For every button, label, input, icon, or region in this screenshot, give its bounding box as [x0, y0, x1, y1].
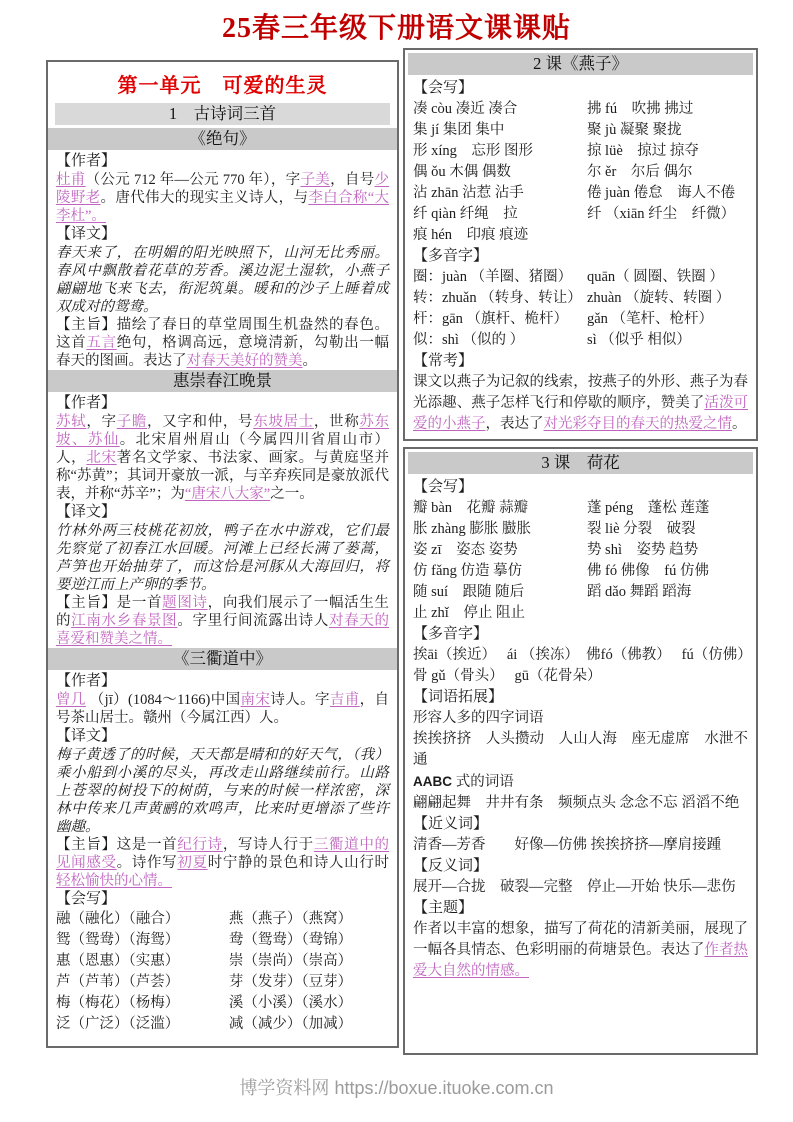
word-cell: 仿 fǎng 仿造 摹仿: [413, 563, 523, 579]
highlighted-text: 苏轼: [56, 414, 87, 430]
hehua-huixie-word-table: [405, 498, 756, 624]
jinyici-line: 清香—芳香 好像—仿佛 挨挨挤挤—摩肩接踵: [413, 837, 722, 853]
text-segment: （公元 712 年—公元 770 年），字: [85, 172, 301, 188]
word-cell: 蹈 dǎo 舞蹈 蹈海: [586, 584, 692, 600]
page-title: 25春三年级下册语文课课贴: [221, 13, 571, 44]
section-header-yanzi: 2 课《燕子》: [408, 53, 753, 75]
section-header-jueju: 《绝句》: [48, 128, 397, 150]
translation-label: 【译文】: [56, 504, 117, 520]
fanyici-label: 【反义词】: [413, 858, 489, 874]
sanqu-author-paragraph: [48, 691, 397, 727]
yanzi-huixie-word-table: [405, 99, 756, 246]
text-segment: 著名文学家、书法家、画家。与黄庭坚并称“苏黄”；其词开豪放一派，与辛弃疾同是豪放派代表，并称“苏辛”；为: [56, 450, 390, 502]
word-row: [405, 120, 756, 141]
text-segment: 诗人。字: [270, 692, 330, 708]
word-row: [405, 582, 756, 603]
word-cell: 梅（梅花）（杨梅）: [56, 995, 180, 1011]
sanqu-theme-paragraph: [48, 836, 397, 890]
jinyici-label: 【近义词】: [413, 816, 489, 832]
author-label: 【作者】: [56, 395, 117, 411]
word-cell: 形 xíng 忘形 图形: [413, 143, 534, 159]
word-cell: 芽（发芽）（豆芽）: [228, 974, 353, 990]
lesson3-hehua-box: [403, 447, 758, 1055]
text-segment: ，自号茶山居士。赣州（今属江西）人。: [56, 692, 390, 726]
word-row: [405, 603, 756, 624]
text-segment: ，表达了: [485, 416, 544, 432]
fanyici-line: 展开—合拢 破裂—完整 停止—开始 快乐—悲伤: [413, 879, 736, 895]
highlighted-text: 纪行诗: [177, 837, 223, 853]
text-segment: ，写诗人行于: [222, 837, 314, 853]
text-segment: 之一。: [270, 486, 314, 502]
word-cell: [587, 225, 748, 246]
jueju-theme-paragraph: [48, 316, 397, 370]
highlighted-text: 作者热爱大自然的情感。: [413, 942, 749, 979]
text-segment: 【主旨】是一首: [56, 595, 163, 611]
word-cell: 凑 còu 凑近 凑合: [413, 101, 518, 117]
word-row: [48, 930, 397, 951]
hehua-zhuti-paragraph: [405, 919, 756, 982]
text-segment: ，又字和仲，号: [147, 414, 254, 430]
word-cell: 燕（燕子）（燕窝）: [228, 911, 353, 927]
text-segment: 。诗作写: [116, 855, 178, 871]
highlighted-text: 吉甫: [329, 692, 360, 708]
huichong-author-paragraph: [48, 413, 397, 503]
text-segment: 式的词语: [455, 774, 514, 790]
word-row: [405, 561, 756, 582]
word-cell: 胀 zhàng 膨胀 臌胀: [413, 521, 531, 537]
word-cell: 鸳（鸳鸯）（海鸳）: [56, 932, 180, 948]
section-header-huichong: 惠崇春江晚景: [48, 370, 397, 392]
word-row: [405, 183, 756, 204]
highlighted-text: 少陵野老: [56, 172, 390, 206]
word-cell: 聚 jù 凝聚 聚拢: [586, 122, 682, 138]
word-cell: sì （似乎 相似）: [586, 332, 691, 348]
word-row: [405, 288, 756, 309]
hehua-duoyinzi-line-1: 挨āi（挨近） ái （挨冻） 佛fó（佛教） fú（仿佛）: [413, 647, 752, 663]
text-segment: ，世称: [313, 414, 360, 430]
text-segment: 。: [302, 353, 317, 369]
left-huixie-word-table: [48, 909, 397, 1035]
highlighted-text: 南宋: [240, 692, 271, 708]
highlighted-text: 江南水乡春景图: [71, 613, 178, 629]
tuozhan-words-1: 挨挨挤挤 人头攒动 人山人海 座无虚席 水泄不通: [413, 731, 748, 768]
word-cell: 似：shì （似的 ）: [413, 332, 525, 348]
word-cell: 集 jí 集团 集中: [413, 122, 505, 138]
word-cell: 溪（小溪）（溪水）: [228, 995, 353, 1011]
word-cell: 纤 qiàn 纤绳 拉: [413, 206, 518, 222]
text-segment: ，字: [86, 414, 117, 430]
word-row: [405, 267, 756, 288]
word-cell: 裂 liè 分裂 破裂: [586, 521, 696, 537]
text-segment: 。: [732, 416, 747, 432]
word-row: [405, 141, 756, 162]
highlighted-text: 对春天的喜爱和赞美之情。: [56, 613, 390, 647]
yanzi-changkao-paragraph: [405, 372, 756, 435]
highlighted-text: 对春天美好的赞美: [186, 353, 303, 369]
highlighted-text: 对光彩夺目的春天的热爱之情: [543, 416, 732, 432]
word-cell: 痕 hén 印痕 痕迹: [413, 227, 529, 243]
text-segment: 作者以丰富的想象，描写了荷花的清新美丽，展现了一幅各具情态、色彩明丽的荷塘景色。表达了: [413, 921, 748, 958]
word-cell: 蓬 péng 蓬松 莲蓬: [586, 500, 710, 516]
highlighted-text: 杜甫: [56, 172, 86, 188]
highlighted-text: 北宋: [86, 450, 117, 466]
text-segment: 。字里行间流露出诗人: [177, 613, 330, 629]
highlighted-text: 曾几: [56, 692, 86, 708]
huixie-label: 【会写】: [413, 479, 474, 495]
word-cell: 拂 fú 吹拂 拂过: [586, 101, 694, 117]
highlighted-text: 三衢道中的见闻感受: [56, 837, 390, 871]
word-cell: zhuàn （旋转、转圈 ）: [586, 290, 731, 306]
word-cell: 沾 zhān 沾惹 沾手: [413, 185, 524, 201]
text-segment: ，自号: [330, 172, 375, 188]
word-row: [48, 1014, 397, 1035]
word-cell: 纤 （xiān 纤尘 纤微）: [586, 206, 736, 222]
word-cell: 芦（芦苇）（芦荟）: [56, 974, 180, 990]
text-segment: ，向我们展示了一幅活生生的: [56, 595, 390, 629]
word-cell: 止 zhǐ 停止 阻止: [413, 605, 525, 621]
unit-title: 第一单元 可爱的生灵: [117, 75, 328, 97]
highlighted-text: 初夏: [177, 855, 208, 871]
lesson-header-gushici: 1 古诗词三首: [55, 103, 390, 125]
word-row: [405, 309, 756, 330]
text-segment: 绝句，格调高远，意境清新，勾勒出一幅春天的图画。表达了: [56, 335, 390, 369]
highlighted-text: 轻松愉快的心情。: [56, 873, 172, 889]
author-label: 【作者】: [56, 673, 117, 689]
highlighted-text: 苏东坡、苏仙: [56, 414, 390, 448]
word-row: [405, 204, 756, 225]
highlighted-text: 活泼可爱的小燕子: [413, 395, 749, 432]
text-segment: 。北宋眉州眉山（今属四川省眉山市）人，: [56, 432, 390, 466]
word-cell: 转：zhuǎn （转身、转让）: [413, 290, 582, 306]
word-row: [405, 162, 756, 183]
section-header-hehua: 3 课 荷花: [408, 452, 753, 474]
ciyutuozhan-label: 【词语拓展】: [413, 689, 504, 705]
word-cell: 融（融化）（融合）: [56, 911, 180, 927]
tuozhan-heading-1: 形容人多的四字词语: [413, 710, 544, 726]
text-segment: AABC: [413, 774, 456, 789]
word-row: [405, 540, 756, 561]
left-column-box: [46, 60, 399, 1048]
word-cell: 崇（崇尚）（崇高）: [228, 953, 353, 969]
word-row: [405, 498, 756, 519]
word-cell: 偶 ǒu 木偶 偶数: [413, 164, 511, 180]
highlighted-text: 东坡居士: [253, 414, 314, 430]
word-cell: 姿 zī 姿态 姿势: [413, 542, 518, 558]
huichong-translation-paragraph: 竹林外两三枝桃花初放，鸭子在水中游戏，它们最先察觉了初春江水回暖。河滩上已经长满了蒌蒿，芦笋也开始抽芽了，而这恰是河豚从大海回归，将要逆江而上产卵的季节。: [56, 523, 389, 593]
word-cell: 佛 fó 佛像 fú 仿佛: [586, 563, 709, 579]
word-row: [405, 330, 756, 351]
word-row: [48, 972, 397, 993]
huichong-theme-paragraph: [48, 594, 397, 648]
word-cell: quān（ 圆圈、铁圈 ）: [586, 269, 724, 285]
word-cell: 圈：juàn （羊圈、猪圈）: [413, 269, 573, 285]
duoyinzi-label: 【多音字】: [413, 248, 489, 264]
translation-label: 【译文】: [56, 728, 117, 744]
huixie-label: 【会写】: [413, 80, 474, 96]
footer-site-link: 博学资料网 https://boxue.ituoke.com.cn: [239, 1078, 554, 1098]
highlighted-text: 五言: [86, 335, 117, 351]
jueju-author-paragraph: [48, 171, 397, 225]
text-segment: （jī）(1084～1166)中国: [85, 692, 241, 708]
author-label: 【作者】: [56, 153, 117, 169]
changkao-label: 【常考】: [413, 353, 474, 369]
translation-label: 【译文】: [56, 226, 117, 242]
highlighted-text: 李白合称“大李杜”。: [56, 190, 389, 224]
word-cell: 势 shì 姿势 趋势: [586, 542, 699, 558]
word-cell: 掠 lüè 掠过 掠夺: [586, 143, 699, 159]
word-cell: gǎn （笔杆、枪杆）: [586, 311, 713, 327]
word-row: [48, 951, 397, 972]
zhuti-label: 【主题】: [413, 900, 474, 916]
word-cell: 鸯（鸳鸯）（鸯锦）: [228, 932, 353, 948]
word-row: [405, 225, 756, 246]
sanqu-translation-paragraph: 梅子黄透了的时候，天天都是晴和的好天气，（我）乘小船到小溪的尽头，再改走山路继续前行。山路上苍翠的树投下的树荫，与来的时候一样浓密，深林中传来几声黄鹂的欢鸣声，比来时更增添了些许幽趣。: [56, 747, 389, 835]
huixie-label: 【会写】: [56, 891, 117, 907]
word-cell: 瓣 bàn 花瓣 蒜瓣: [413, 500, 529, 516]
text-segment: 课文以燕子为记叙的线索，按燕子的外形、燕子为春光添趣、燕子怎样飞行和停歇的顺序，赞美了: [413, 374, 748, 411]
word-cell: 尔 ěr 尔后 偶尔: [586, 164, 693, 180]
text-segment: 。唐代伟大的现实主义诗人，与: [100, 190, 309, 206]
highlighted-text: “唐宋八大家”: [184, 486, 271, 502]
word-cell: 泛（广泛）（泛滥）: [56, 1016, 180, 1032]
highlighted-text: 题图诗: [162, 595, 208, 611]
word-cell: 杆：gān （旗杆、桅杆）: [413, 311, 569, 327]
word-row: [405, 99, 756, 120]
tuozhan-heading-aabc: [405, 771, 756, 793]
text-segment: 时宁静的景色和诗人山行时: [207, 855, 390, 871]
text-segment: 【主旨】描绘了春日的草堂周围生机盎然的春色。这首: [56, 317, 389, 351]
section-header-sanqu: 《三衢道中》: [48, 648, 397, 670]
content-columns: [46, 48, 758, 1055]
lesson2-yanzi-box: [403, 48, 758, 441]
yanzi-duoyinzi-table: [405, 267, 756, 351]
word-cell: [587, 603, 748, 624]
tuozhan-words-2: 翩翩起舞 井井有条 频频点头 念念不忘 滔滔不绝: [413, 795, 740, 811]
word-cell: 惠（恩惠）（实惠）: [56, 953, 180, 969]
hehua-duoyinzi-line-2: 骨 gǔ（骨头） gū（花骨朵）: [413, 668, 602, 684]
word-row: [48, 993, 397, 1014]
word-row: [405, 519, 756, 540]
word-cell: 减（减少）（加减）: [228, 1016, 353, 1032]
highlighted-text: 子瞻: [116, 414, 148, 430]
word-row: [48, 909, 397, 930]
jueju-translation-paragraph: 春天来了，在明媚的阳光映照下，山河无比秀丽。春风中飘散着花草的芳香。溪边泥土湿软，小燕子翩翩地飞来飞去，衔泥筑巢。暖和的沙子上睡着成双成对的鸳鸯。: [56, 245, 389, 315]
right-column: [403, 48, 758, 1055]
highlighted-text: 子美: [300, 172, 331, 188]
text-segment: 【主旨】这是一首: [56, 837, 178, 853]
duoyinzi-label: 【多音字】: [413, 626, 489, 642]
word-cell: 随 suí 跟随 随后: [413, 584, 525, 600]
word-cell: 倦 juàn 倦怠 诲人不倦: [586, 185, 736, 201]
